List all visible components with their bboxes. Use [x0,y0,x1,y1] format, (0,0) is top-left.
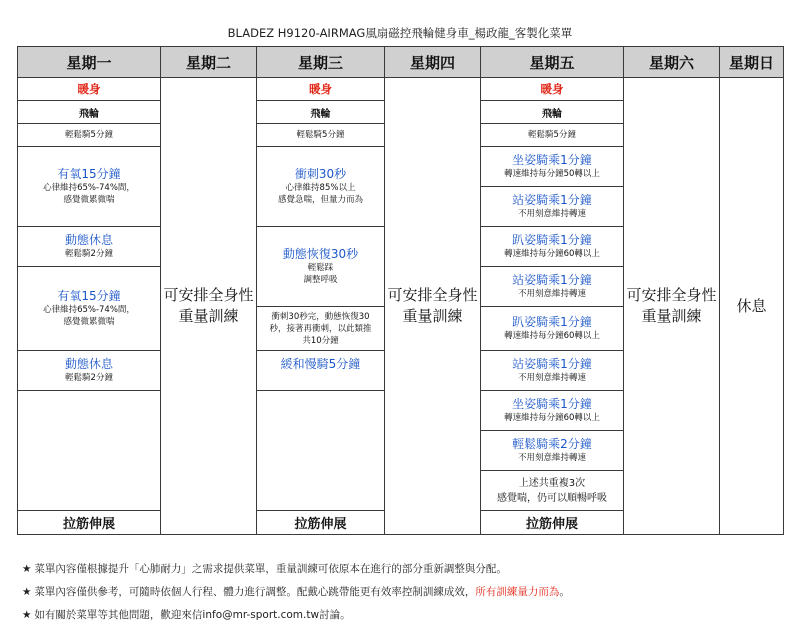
fri-block-title: 趴姿騎乘1分鐘 [512,315,592,329]
mon-bike: 飛輪 [18,101,161,124]
sat-weight-training [624,78,720,535]
mon-rest-2-desc: 輕鬆騎2分鐘 [65,373,113,383]
fri-block-desc: 不用刻意維持轉速 [517,289,586,299]
wed-recovery-title: 動態恢復30秒 [282,247,359,261]
mon-stretch: 拉筋伸展 [18,511,161,535]
mon-rest-2-title: 動態休息 [64,357,113,371]
tue-line1: 可安排全身性 [163,286,254,304]
mon-aerobic-2-title: 有氧15分鐘 [57,289,121,303]
thu-line2: 重量訓練 [402,307,463,325]
wed-cooldown [257,351,385,391]
fri-repeat-line2: 感覺喘，仍可以順暢呼吸 [497,492,607,504]
fri-stretch: 拉筋伸展 [481,511,624,535]
day-friday: 星期五 [481,47,624,78]
day-thursday: 星期四 [385,47,481,78]
wed-recovery-desc2: 調整呼吸 [303,275,338,285]
mon-aerobic-1-desc2: 感覺微累微喘 [63,195,115,205]
mon-aerobic-2 [18,267,161,351]
fri-block-8 [481,431,624,471]
mon-aerobic-1-desc1: 心律維持65%-74%間， [43,183,135,193]
fri-block-desc: 轉速維持每分鐘50轉以上 [504,169,600,179]
wed-recovery-desc1: 輕鬆踩 [307,263,334,273]
header-row [18,47,784,78]
fri-block-title: 站姿騎乘1分鐘 [512,273,592,287]
wed-cooldown-title: 緩和慢騎5分鐘 [280,357,361,371]
day-monday: 星期一 [18,47,161,78]
mon-rest-2 [18,351,161,391]
wed-stretch: 拉筋伸展 [257,511,385,535]
note-2-text: 菜單內容僅供參考，可隨時依個人行程、體力進行調整。配戴心跳帶能更有效率控制訓練成效， [34,586,476,598]
star-icon: ★ [22,586,32,598]
fri-easy-ride: 輕鬆騎5分鐘 [481,124,624,147]
fri-block-desc: 轉速維持每分鐘60轉以上 [504,331,600,341]
fri-block-title: 趴姿騎乘1分鐘 [512,233,592,247]
note-1-text: 菜單內容僅根據提升「心肺耐力」之需求提供菜單，重量訓練可依原本在進行的部分重新調整與分配。 [34,563,507,575]
fri-block-3 [481,227,624,267]
wed-warmup: 暖身 [257,78,385,101]
fri-bike: 飛輪 [481,101,624,124]
page-title: BLADEZ H9120-AIRMAG風扇磁控飛輪健身車_楊政龍_客製化菜單 [227,26,573,40]
tue-line2: 重量訓練 [178,307,239,325]
fri-block-desc: 轉速維持每分鐘60轉以上 [504,249,600,259]
fri-warmup: 暖身 [481,78,624,101]
mon-aerobic-1-title: 有氧15分鐘 [57,167,121,181]
day-wednesday: 星期三 [257,47,385,78]
fri-block-2 [481,187,624,227]
wed-bike: 飛輪 [257,101,385,124]
wed-repeat-line2: 秒，接著再衝刺，以此類推 [269,323,372,334]
fri-block-6 [481,351,624,391]
wed-sprint-title: 衝刺30秒 [294,167,347,181]
wed-sprint-desc1: 心律維持85%以上 [285,183,356,193]
fri-block-desc: 轉速維持每分鐘60轉以上 [504,413,600,423]
wed-easy-ride: 輕鬆騎5分鐘 [257,124,385,147]
fri-block-1 [481,147,624,187]
fri-block-title: 坐姿騎乘1分鐘 [512,153,592,167]
thu-line1: 可安排全身性 [387,286,478,304]
mon-aerobic-2-desc2: 感覺微累微喘 [63,317,115,327]
thu-weight-training [385,78,481,535]
wed-repeat-line1: 衝刺30秒完，動態恢復30 [271,311,370,322]
notes [22,558,570,627]
mon-rest-1-title: 動態休息 [64,233,113,247]
mon-aerobic-1 [18,147,161,227]
mon-easy-ride: 輕鬆騎5分鐘 [18,124,161,147]
tue-weight-training [161,78,257,535]
fri-block-desc: 不用刻意維持轉速 [517,373,586,383]
mon-warmup: 暖身 [18,78,161,101]
mon-empty [18,391,161,511]
wed-repeat-line3: 共10分鐘 [302,335,339,346]
star-icon: ★ [22,563,32,575]
wed-empty [257,391,385,511]
note-3-text: 如有關於菜單等其他問題，歡迎來信info@mr-sport.com.tw討論。 [34,609,351,621]
wed-repeat-note [257,307,385,351]
fri-block-title: 輕鬆騎乘2分鐘 [512,437,592,451]
schedule-table [17,46,784,535]
note-2 [22,581,570,604]
note-1 [22,558,570,581]
wed-recovery [257,227,385,307]
fri-block-desc: 不用刻意維持轉速 [517,453,586,463]
mon-rest-1 [18,227,161,267]
fri-block-desc: 不用刻意維持轉速 [517,209,586,219]
note-2-warning: 所有訓練量力而為 [475,586,560,598]
mon-rest-1-desc: 輕鬆騎2分鐘 [65,249,113,259]
wed-sprint [257,147,385,227]
star-icon: ★ [22,609,32,621]
fri-block-title: 站姿騎乘1分鐘 [512,357,592,371]
sat-line1: 可安排全身性 [626,286,717,304]
note-2-end: 。 [559,586,570,598]
fri-block-title: 站姿騎乘1分鐘 [512,193,592,207]
day-saturday: 星期六 [624,47,720,78]
day-tuesday: 星期二 [161,47,257,78]
day-sunday: 星期日 [720,47,784,78]
fri-block-7 [481,391,624,431]
sat-line2: 重量訓練 [641,307,702,325]
note-3 [22,604,570,627]
sun-rest: 休息 [720,78,784,535]
fri-repeat-line1: 上述共重複3次 [518,477,586,489]
fri-repeat-note [481,471,624,511]
fri-block-title: 坐姿騎乘1分鐘 [512,397,592,411]
fri-block-5 [481,307,624,351]
mon-aerobic-2-desc1: 心律維持65%-74%間， [43,305,135,315]
fri-block-4 [481,267,624,307]
wed-sprint-desc2: 感覺急喘，但量力而為 [277,195,363,205]
